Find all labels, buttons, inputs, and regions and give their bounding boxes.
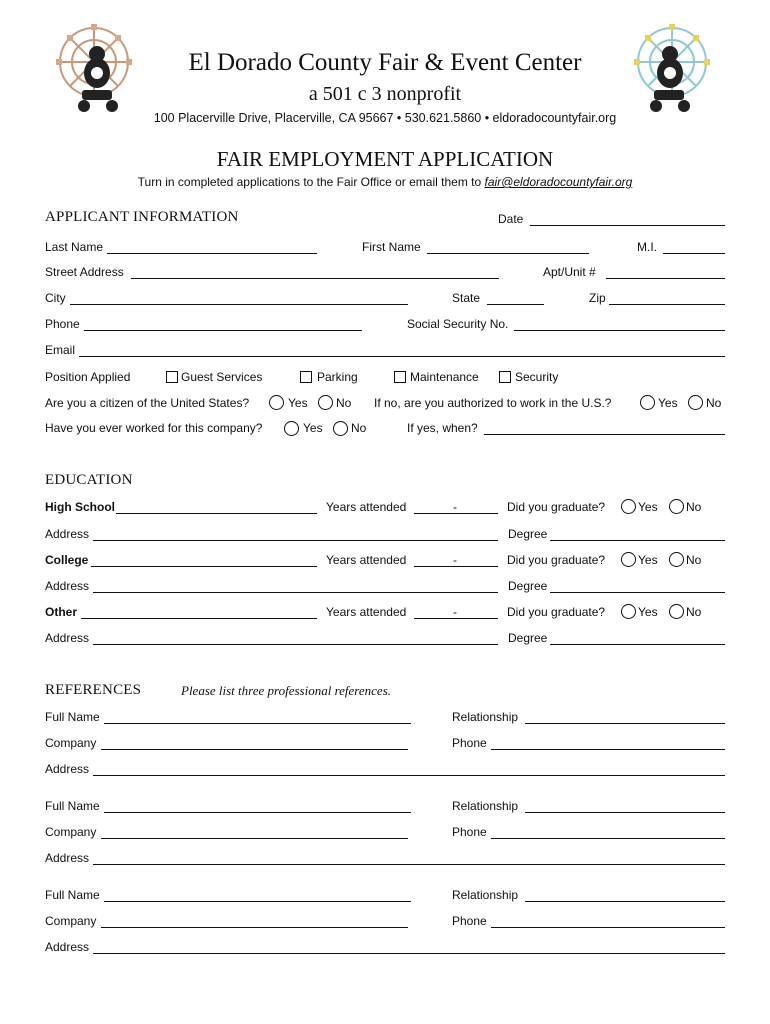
ref2-company-field[interactable] — [101, 838, 408, 839]
ref1-name-label: Full Name — [45, 710, 100, 724]
other-graduate-yes-radio[interactable] — [621, 604, 636, 619]
guest-services-label: Guest Services — [181, 370, 263, 384]
ref3-relationship-label: Relationship — [452, 888, 519, 902]
ref2-phone-label: Phone — [452, 825, 487, 839]
ref2-company-label: Company — [45, 825, 97, 839]
college-years-dash: - — [453, 553, 457, 567]
date-label: Date — [498, 212, 524, 226]
apt-field[interactable] — [606, 278, 725, 279]
other-address-label: Address — [45, 631, 90, 645]
other-school-label: Other — [45, 605, 78, 619]
college-years-label: Years attended — [326, 553, 407, 567]
citizen-yes-label: Yes — [288, 396, 308, 410]
date-field[interactable] — [530, 225, 725, 226]
org-title: El Dorado County Fair & Event Center — [188, 49, 582, 76]
security-label: Security — [515, 370, 559, 384]
mi-label: M.I. — [637, 240, 657, 254]
zip-field[interactable] — [609, 304, 725, 305]
ref1-address-field[interactable] — [93, 775, 725, 776]
other-graduate-yes-label: Yes — [638, 605, 658, 619]
apt-label: Apt/Unit # — [543, 265, 596, 279]
worked-no-radio[interactable] — [333, 421, 348, 436]
hs-years-dash: - — [453, 500, 457, 514]
first-name-field[interactable] — [427, 253, 589, 254]
when-label: If yes, when? — [407, 421, 478, 435]
ssn-field[interactable] — [514, 330, 725, 331]
authorized-no-label: No — [706, 396, 722, 410]
ref2-phone-field[interactable] — [491, 838, 725, 839]
other-years-label: Years attended — [326, 605, 407, 619]
ref1-name-field[interactable] — [104, 723, 411, 724]
worked-no-label: No — [351, 421, 367, 435]
ref3-name-label: Full Name — [45, 888, 100, 902]
ref1-phone-label: Phone — [452, 736, 487, 750]
when-field[interactable] — [484, 434, 725, 435]
ref2-name-label: Full Name — [45, 799, 100, 813]
hs-years-label: Years attended — [326, 500, 407, 514]
email-link[interactable]: fair@eldoradocountyfair.org — [484, 175, 633, 189]
college-graduate-question: Did you graduate? — [507, 553, 606, 567]
ref3-name-field[interactable] — [104, 901, 411, 902]
hs-graduate-question: Did you graduate? — [507, 500, 606, 514]
section-references-heading: REFERENCES — [45, 682, 142, 698]
hs-graduate-yes-label: Yes — [638, 500, 658, 514]
high-school-field[interactable] — [116, 513, 317, 514]
ref2-relationship-label: Relationship — [452, 799, 519, 813]
org-subtitle: a 501 c 3 nonprofit — [308, 83, 462, 105]
section-applicant-heading: APPLICANT INFORMATION — [45, 209, 239, 225]
hs-graduate-no-label: No — [686, 500, 702, 514]
ref1-relationship-label: Relationship — [452, 710, 519, 724]
college-address-label: Address — [45, 579, 90, 593]
ref2-address-label: Address — [45, 851, 90, 865]
college-graduate-no-radio[interactable] — [669, 552, 684, 567]
other-degree-field[interactable] — [550, 644, 725, 645]
worked-question: Have you ever worked for this company? — [45, 421, 263, 435]
other-address-field[interactable] — [93, 644, 498, 645]
authorized-question: If no, are you authorized to work in the U.S.? — [374, 396, 612, 410]
maintenance-label: Maintenance — [410, 370, 479, 384]
parking-checkbox[interactable] — [300, 371, 312, 383]
college-graduate-no-label: No — [686, 553, 702, 567]
other-school-field[interactable] — [81, 618, 317, 619]
other-graduate-question: Did you graduate? — [507, 605, 606, 619]
college-degree-label: Degree — [508, 579, 548, 593]
parking-label: Parking — [317, 370, 358, 384]
ref3-phone-field[interactable] — [491, 927, 725, 928]
ref3-relationship-field[interactable] — [525, 901, 725, 902]
other-degree-label: Degree — [508, 631, 548, 645]
state-label: State — [452, 291, 481, 305]
hs-degree-field[interactable] — [550, 540, 725, 541]
college-address-field[interactable] — [93, 592, 498, 593]
position-label: Position Applied — [45, 370, 131, 384]
street-label: Street Address — [45, 265, 124, 279]
authorized-yes-radio[interactable] — [640, 395, 655, 410]
first-name-label: First Name — [362, 240, 421, 254]
ref3-address-label: Address — [45, 940, 90, 954]
org-address-line: 100 Placerville Drive, Placerville, CA 95667 • 530.621.5860 • eldoradocountyfair.org — [153, 111, 617, 125]
ref2-address-field[interactable] — [93, 864, 725, 865]
hs-address-field[interactable] — [93, 540, 498, 541]
other-graduate-no-radio[interactable] — [669, 604, 684, 619]
ref3-phone-label: Phone — [452, 914, 487, 928]
citizen-no-label: No — [336, 396, 352, 410]
other-graduate-no-label: No — [686, 605, 702, 619]
hs-graduate-yes-radio[interactable] — [621, 499, 636, 514]
ref1-company-label: Company — [45, 736, 97, 750]
security-checkbox[interactable] — [499, 371, 511, 383]
college-degree-field[interactable] — [550, 592, 725, 593]
ref1-address-label: Address — [45, 762, 90, 776]
hs-address-label: Address — [45, 527, 90, 541]
city-field[interactable] — [70, 304, 408, 305]
hs-graduate-no-radio[interactable] — [669, 499, 684, 514]
last-name-field[interactable] — [107, 253, 317, 254]
worked-yes-radio[interactable] — [284, 421, 299, 436]
citizen-no-radio[interactable] — [318, 395, 333, 410]
ref3-company-label: Company — [45, 914, 97, 928]
ssn-label: Social Security No. — [407, 317, 509, 331]
form-instructions — [0, 175, 770, 190]
phone-label: Phone — [45, 317, 80, 331]
email-field[interactable] — [79, 356, 725, 357]
guest-services-checkbox[interactable] — [166, 371, 178, 383]
zip-label: Zip — [589, 291, 606, 305]
citizen-yes-radio[interactable] — [269, 395, 284, 410]
hs-degree-label: Degree — [508, 527, 548, 541]
street-field[interactable] — [131, 278, 499, 279]
authorized-no-radio[interactable] — [688, 395, 703, 410]
college-label: College — [45, 553, 89, 567]
ref3-company-field[interactable] — [101, 927, 408, 928]
state-field[interactable] — [487, 304, 544, 305]
worked-yes-label: Yes — [303, 421, 323, 435]
ref1-phone-field[interactable] — [491, 749, 725, 750]
phone-field[interactable] — [84, 330, 362, 331]
college-field[interactable] — [91, 566, 317, 567]
college-graduate-yes-label: Yes — [638, 553, 658, 567]
last-name-label: Last Name — [45, 240, 104, 254]
high-school-label: High School — [45, 500, 115, 514]
form-title: FAIR EMPLOYMENT APPLICATION — [216, 147, 554, 171]
city-label: City — [45, 291, 66, 305]
citizen-question: Are you a citizen of the United States? — [45, 396, 250, 410]
ref1-company-field[interactable] — [101, 749, 408, 750]
instructions-text: Turn in completed applications to the Fair Office or email them to — [137, 175, 485, 189]
email-label: Email — [45, 343, 76, 357]
maintenance-checkbox[interactable] — [394, 371, 406, 383]
references-note: Please list three professional references. — [181, 683, 391, 698]
ref2-relationship-field[interactable] — [525, 812, 725, 813]
mi-field[interactable] — [663, 253, 725, 254]
college-graduate-yes-radio[interactable] — [621, 552, 636, 567]
authorized-yes-label: Yes — [658, 396, 678, 410]
other-years-dash: - — [453, 605, 457, 619]
section-education-heading: EDUCATION — [45, 472, 133, 488]
ref3-address-field[interactable] — [93, 953, 725, 954]
ref1-relationship-field[interactable] — [525, 723, 725, 724]
ref2-name-field[interactable] — [104, 812, 411, 813]
